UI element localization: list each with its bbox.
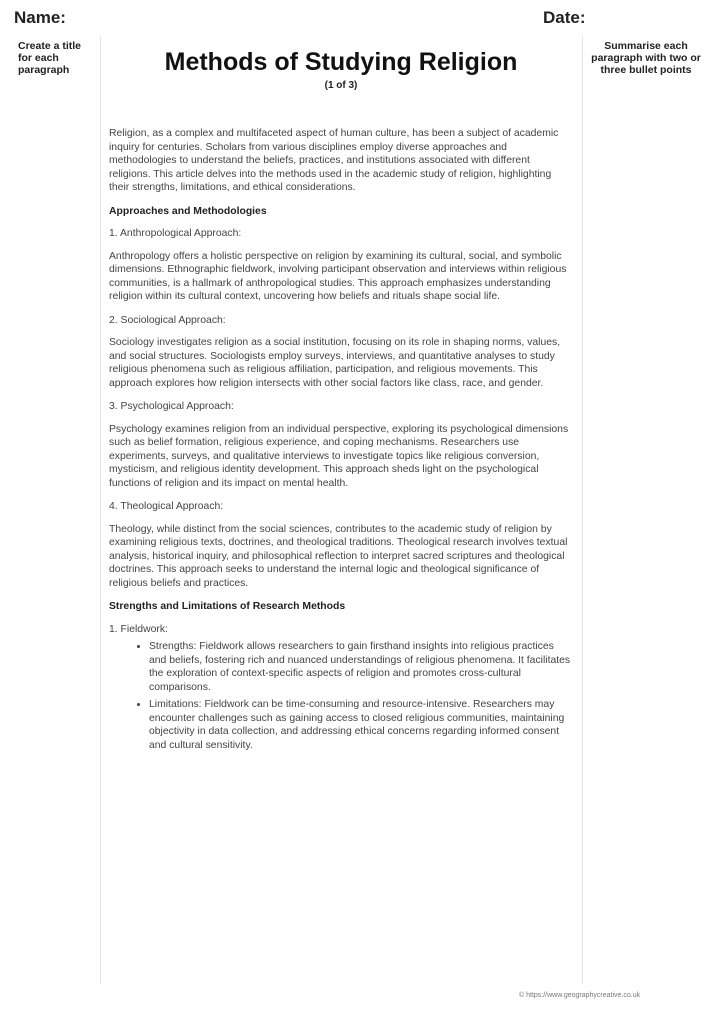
page-subtitle: (1 of 3) xyxy=(324,80,358,91)
right-column-divider xyxy=(582,36,583,984)
fieldwork-title: 1. Fieldwork: xyxy=(109,623,168,635)
footer-url: © https://www.geographycreative.co.uk xyxy=(519,992,641,999)
article-body xyxy=(109,127,571,756)
list-item: • Strengths: Fieldwork allows researchers to gain firsthand insights into religious practices and beliefs, fostering rich and nuanced understandings of religious phenomena. It facilitates the exploration of context-specific aspects of religion and promotes cross-cultural comparisons. xyxy=(149,640,571,694)
page-title: Methods of Studying Religion xyxy=(164,48,518,76)
list-item: • Limitations: Fieldwork can be time-consuming and resource-intensive. Researchers may encounter challenges such as gaining access to closed religious communities, maintaining objectivity in data collection, and addressing ethical concerns regarding informed consent and cultural sensitivity. xyxy=(149,698,571,752)
anthropological-title: 1. Anthropological Approach: xyxy=(109,228,242,239)
anthropological-paragraph: Anthropology offers a holistic perspective on religion by examining its cultural, social, and symbolic dimensions. Ethnographic fieldwork, involving participant observation and interviews within religious communities, is a hallmark of anthropological studies. This approach emphasizes understanding religion within its cultural context, uncovering how beliefs and rituals shape social life. xyxy=(109,250,567,302)
fieldwork-bullet-list xyxy=(109,640,571,752)
sociological-paragraph: Sociology investigates religion as a social institution, focusing on its role in shaping norms, values, and social structures. Sociologists employ surveys, interviews, and quantitative analyses to study religious phenomena such as religious affiliation, participation, and religious movements. This approach explores how religion intersects with other social factors like class, race, and gender. xyxy=(109,337,561,389)
psychological-title: 3. Psychological Approach: xyxy=(109,401,234,412)
theological-title: 4. Theological Approach: xyxy=(109,501,224,512)
right-instruction: Summarise each paragraph with two or three bullet points xyxy=(591,40,701,76)
intro-paragraph: Religion, as a complex and multifaceted aspect of human culture, has been a subject of academic inquiry for centuries. Scholars from various disciplines employ diverse approaches and methodologies to understand the beliefs, practices, and institutions associated with different religions. This article delves into the methods used in the academic study of religion, highlighting their strengths, limitations, and ethical considerations. xyxy=(109,128,559,193)
theological-paragraph: Theology, while distinct from the social sciences, contributes to the academic study of religion by examining religious texts, doctrines, and theological traditions. Theological research involves textual analysis, historical inquiry, and philosophical reflection to interpret sacred scriptures and theological doctrines. This approach seeks to understand the internal logic and theological significance of religious beliefs and practices. xyxy=(109,523,568,589)
left-column-divider xyxy=(100,36,101,984)
name-label: Name: xyxy=(14,8,66,27)
section-heading-strengths: Strengths and Limitations of Research Methods xyxy=(109,601,346,612)
date-label: Date: xyxy=(543,8,586,27)
left-instruction: Create a title for each paragraph xyxy=(18,40,82,76)
sociological-title: 2. Sociological Approach: xyxy=(109,314,226,326)
psychological-paragraph: Psychology examines religion from an individual perspective, exploring its psychological dimensions such as belief formation, religious experience, and coping mechanisms. Researchers use experiments, surveys, and qualitative interviews to investigate topics like religious conversion, mysticism, and religious identity development. This approach sheds light on the psychological functions of religion and its impact on mental health. xyxy=(109,423,569,489)
section-heading-approaches: Approaches and Methodologies xyxy=(109,205,267,217)
